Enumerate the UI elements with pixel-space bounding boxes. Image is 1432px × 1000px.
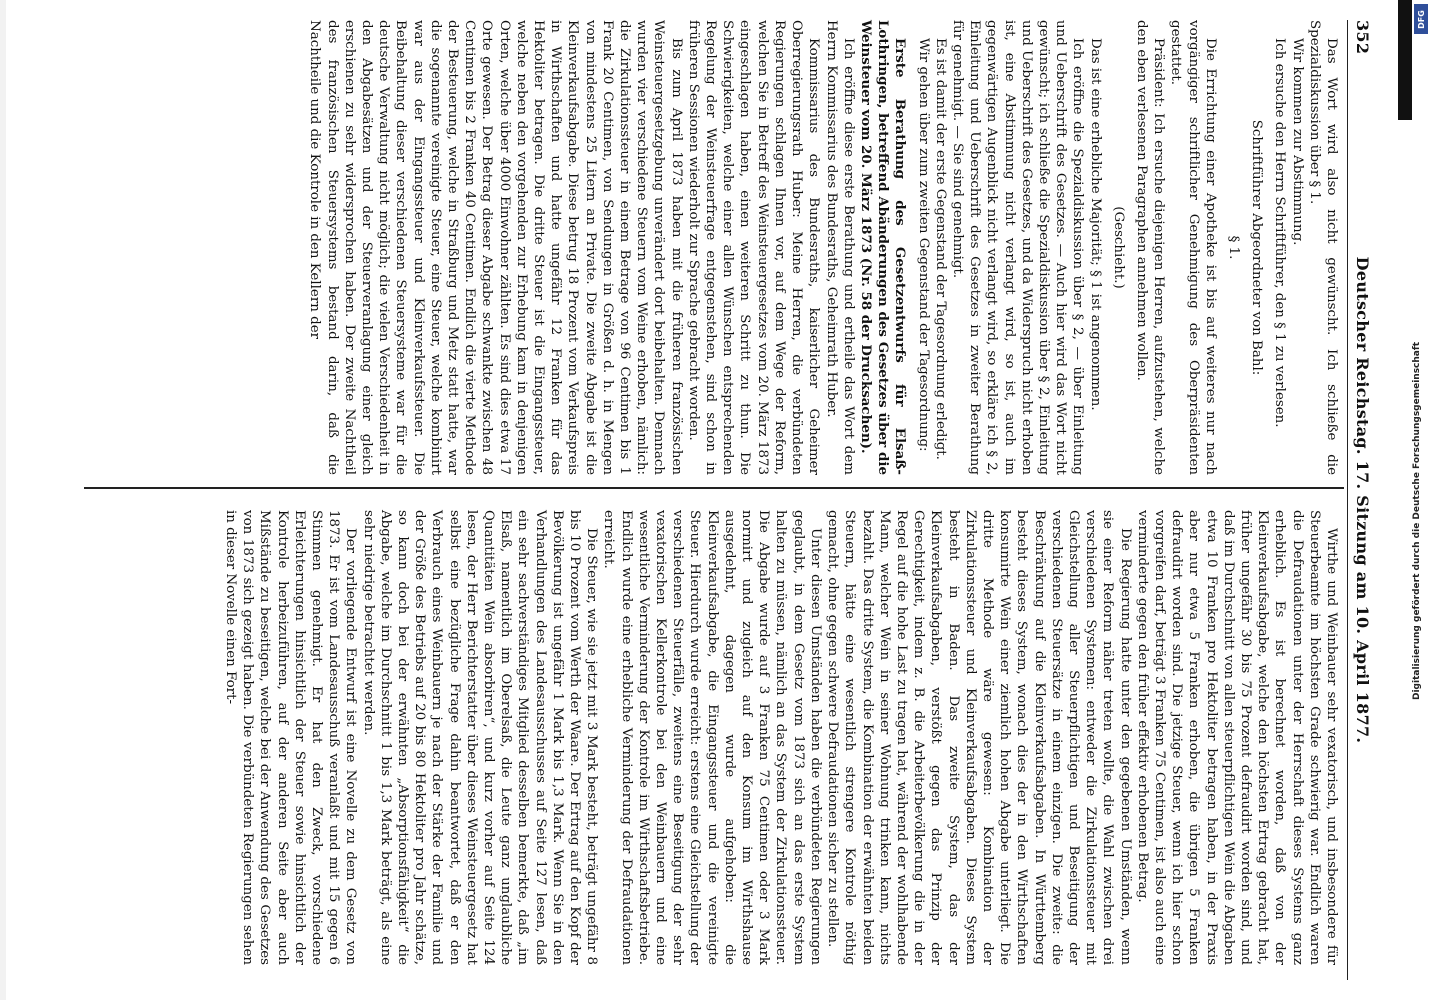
paragraph: Das ist eine erhebliche Majorität; § 1 ist angenommen. [1087, 38, 1103, 411]
paragraph: Bis zum April 1873 haben mit die früheren französischen Weinsteuergesetzgebung unverändert dort beibehalten. Demnach wurden vier verschiedene Steuern vom Weine erhoben, nämlich: die Zirkulationssteuer in einem Betrage von 96 Centimen bis 1 Frank 20 Centimen, von Sendungen in Größen d. h. in Mengen von mindestens 25 Litern an Private. Die zweite Abgabe ist die Kleinverkaufsabgabe. Diese betrug 18 Prozent vom Verkaufspreis in Wirthschaften und hatte ungefähr 12 Franken für das Hektoliter betragen. Die dritte Steuer ist die Eingangssteuer, welche neben den vorgehenden zur Erhebung kam in denjenigen Orten, welche über 4000 Einwohner zählten. Es sind dies etwa 17 Orte gewesen. Der Betrag dieser Abgabe schwankte zwischen 48 Centimen bis 2 Franken 40 Centimen. Endlich die vierte Methode der Besteuerung, welche in Straßburg und Metz statt hatte, war die sogenannte vereinigte Steuer, eine Steuer, welche kombinirt war aus der Eingangssteuer und Kleinverkaufssteuer. Die Beibehaltung dieser verschiedenen Steuersysteme war für die deutsche Verwaltung nicht möglich; die vielen Verschiedenheit in den Abgabesätzen und der Steuerveranlagung einer gleich erschienen zu sehr widersprochen haben. Der zweite Nachtheil des französischen Steuersystems bestand darin, daß die Nachtheile und die Kontrole in den Kellern der [307, 20, 684, 475]
paragraph: Präsident: Ich ersuche diejenigen Herren, aufzustehen, welche den eben verlesenen Paragraphen annehmen wollen. [1133, 20, 1167, 475]
page-header [1347, 20, 1372, 980]
paragraph: Der vorliegende Entwurf ist eine Novelle zu dem Gesetz von 1873. Er ist vom Landesausschuß veranlaßt und mit 15 gegen 6 Stimmen genehmigt. Er hat den Zweck, vorschiedene Erleichterungen hinsichtlich der Steuer sowie hinsichtlich der Kontrole herbeizuführen, auf der anderen Seite aber auch Mißstände zu beseitigen, welche bei der Anwendung des Gesetzes von 1873 sich gezeigt haben. Die verbündeten Regierungen sehen in dieser Novelle einen Fort- [223, 510, 359, 965]
paragraph: Ich eröffne die Spezialdiskussion über § 2, — über Einleitung und Ueberschrift des Gesetzes. — Auch hier wird das Wort nicht gewünscht; ich schließe die Spezialdiskussion über § 2, Einleitung und Ueberschrift des Gesetzes, und da Widerspruch nicht erhoben ist, eine Abstimmung nicht verlangt wird, so ist, auch im gegenwärtigen Augenblick nicht verlangt wird, so erkläre ich § 2, Einleitung und Ueberschrift des Gesetzes in zweiter Berathung für genehmigt. — Sie sind genehmigt. [949, 20, 1086, 475]
paragraph: Wir kommen zur Abstimmung. [1289, 38, 1305, 246]
paragraph: Das Wort wird also nicht gewünscht. Ich schließe die Spezialdiskussion über § 1. [1306, 20, 1339, 475]
centered-line: § 1. [1225, 235, 1241, 260]
dfg-logo-text: DFG [1416, 9, 1426, 29]
paragraph: Die Regierung hatte unter den gegebenen Umständen, wenn sie einer Reform näher treten wollte, die Wahl zwischen drei verschiedenen Systemen: entweder die Zirkulationssteuer mit Gleichstellung aller Steuerpflichtigen und Beseitigung der verschiedenen Steuersätze in einem einzigen. Die zweite: die Beschränkung auf die Kleinverkaufsabgaben. In Württemberg besteht dieses System, wonach dies der in den Wirthschaften konsumirte Wein einer ziemlich hohen Abgabe unterliegt. Die dritte Methode wäre gewesen: Kombination der Zirkulationssteuer und Kleinverkaufsabgaben. Dieses System besteht in Baden. Das zweite System, das der Kleinverkaufsabgaben, verstößt gegen das Prinzip der Gerechtigkeit, indem z. B. die Arbeiterbevölkerung die in der Regel auf die hohe Last zu tragen hat, während der wohlhabende Mann, welcher Wein in seiner Wohnung trinken kann, nichts bezahlt. Das dritte System, die Kombination der erwähnten beiden Steuern, hätte eine wesentlich strengere Kontrole nöthig gemacht, ohne gegen schwere Defraudationen sicher zu stellen. [825, 510, 1133, 965]
paragraph: Wir gehen über zum zweiten Gegenstand der Tagesordnung: [915, 38, 931, 452]
page-number: 352 [1353, 20, 1372, 55]
right-text-column [222, 510, 1340, 965]
paragraph: Unter diesen Umständen haben die verbündeten Regierungen geglaubt, in dem Gesetz vom 1873 sich an das erste System halten zu müssen, nämlich an das System der Zirkulationssteuer. Die Abgabe wurde auf 3 Franken 75 Centimen oder 3 Mark normirt und zugleich auf den Konsum im Wirthshause ausgedehnt, dagegen wurde aufgehoben: die Kleinverkaufsabgabe, die Eingangssteuer und die vereinigte Steuer. Hierdurch wurde erreicht: erstens eine Gleichstellung der verschiedenen Steuerfälle, zweitens eine Beseitigung der sehr vexatorischen Kellerkontrole bei den Weinbauern und eine wesentliche Verminderung der Kontrole im Wirthschaftsbetriebe. Endlich wurde eine erhebliche Verminderung der Defraudationen erreicht. [601, 510, 823, 965]
left-text-column [306, 20, 1340, 475]
centered-line: (Geschieht.) [1110, 206, 1126, 289]
scan-black-border [1398, 0, 1412, 120]
paragraph: Wirthe und Weinbauer sehr vexatorisch, und insbesondere für Steuerbeamte im höchsten Grade schwierig war. Endlich waren die Defraudationen unter der Herrschaft dieses Systems ganz erheblich. Es ist berechnet worden, daß von der Kleinverkaufsabgabe, welche den höchsten Ertrag gebracht hat, früher ungefähr 30 bis 75 Prozent defraudirt worden sind, und daß im Durchschnitt von allen steuerpflichtigen Wein die Abgaben etwa 10 Franken pro Hektoliter betragen haben, in der Praxis aber nur etwa 5 Franken erhoben, die übrigen 5 Franken defraudirt worden sind. Die jetzige Steuer, wenn ich hier schon vorgreifen darf, beträgt 3 Franken 75 Centimen, ist also auch eine verminderte gegen den früher effektiv erhobenen Betrag. [1134, 510, 1339, 965]
rotated-document-page [40, 0, 1410, 1000]
paragraph: Kommissarius des Bundesraths, kaiserlicher Geheimer Oberregierungsrath Huber: Meine Herren, die verbündeten Regierungen schlagen Ihnen vor, auf dem Wege der Reform, welchen Sie in Betreff des Weinsteuergesetzes vom 20. März 1873 eingeschlagen haben, einen weiteren Schritt zu thun. Die Schwierigkeiten, welche einer allen Wünschen entsprechenden Regelung der Weinsteuerfrage entgegenstehen, sind schon in früheren Sessionen wiederholt zur Sprache gebracht worden. [685, 20, 822, 475]
paragraph: Die Errichtung einer Apotheke ist bis auf weiteres nur nach vorgängiger schriftlicher Genehmigung des Oberpräsidenten gestattet. [1168, 20, 1218, 475]
paragraph: Es ist damit der erste Gegenstand der Tagesordnung erledigt. [932, 38, 948, 460]
centered-line: Schriftführer Abgeordneter von Bahl: [1249, 119, 1265, 376]
digitization-note-text: Digitalisierung gefördert durch die Deutsche Forschungsgemeinschaft [1412, 341, 1422, 700]
scan-left-edge [0, 0, 6, 1000]
paragraph: Die Steuer, wie sie jetzt mit 3 Mark besteht, beträgt ungefähr 8 bis 10 Prozent vom Werth der Waare. Der Ertrag auf den Kopf der Bevölkerung ist ungefähr 1 Mark bis 1,3 Mark. Wenn Sie in den Verhandlungen des Landesausschusses auf Seite 127 lesen, daß ein sehr sachverständiges Mitglied desselben bemerkte, daß „im Elsaß, namentlich im Oberelsaß, die Leute ganz unglaubliche Quantitäten Wein absorbiren“, und kurz vorher auf Seite 124 lesen, der Herr Berichterstatter über dieses Weinsteuergesetz hat selbst eine bezügliche Frage dahin beantwortet, daß er den Verbrauch eines Weinbauern je nach der Stärke der Familie und der Größe des Betriebs auf 20 bis 80 Hektoliter pro Jahr schätze, so kann doch bei der erwähnten „Absorptionsfähigkeit“ die Abgabe, welche im Durchschnitt 1 bis 1,3 Mark beträgt, als eine sehr niedrige betrachtet werden. [360, 510, 600, 965]
section-heading: Erste Berathung des Gesetzentwurfs für Elsaß-Lothringen, betreffend Abänderungen des Gesetzes über die Weinsteuer vom 20. März 1873 (Nr. 58 der Drucksachen). [857, 20, 909, 475]
running-title: Deutscher Reichstag. 17. Sitzung am 10. April 1877. [1353, 256, 1372, 744]
paragraph: Ich ersuche den Herrn Schriftführer, den § 1 zu verlesen. [1272, 38, 1288, 428]
dfg-logo [1414, 4, 1428, 34]
paragraph: Ich eröffne diese erste Berathung und ertheile das Wort dem Herrn Kommissarius des Bundesraths, Geheimrath Huber. [823, 20, 856, 475]
column-divider [84, 487, 1344, 489]
